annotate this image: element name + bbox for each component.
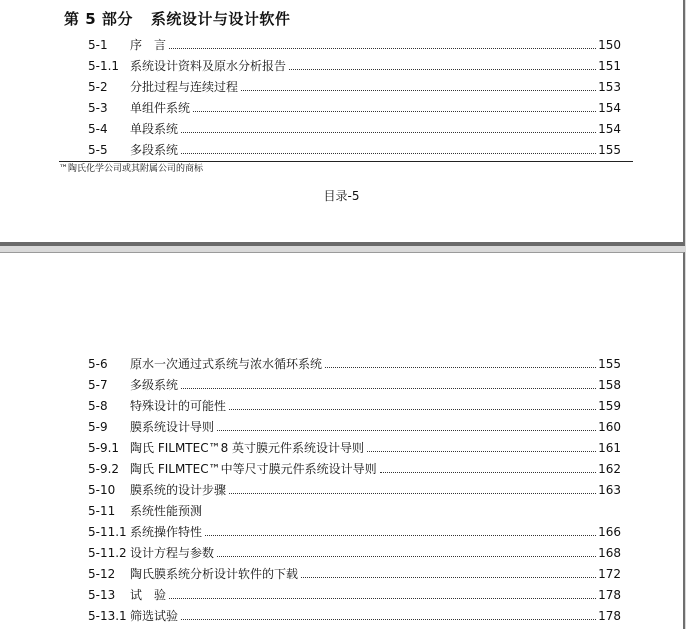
toc-entry-page: 155 — [598, 143, 621, 157]
toc-leader-dots — [217, 429, 596, 431]
toc-entry[interactable] — [88, 97, 621, 115]
toc-entry-title: 筛选试验 — [130, 609, 179, 623]
toc-entry-title: 陶氏 FILMTEC™中等尺寸膜元件系统设计导则 — [130, 462, 377, 476]
toc-leader-dots — [380, 471, 597, 473]
toc-entry-number: 5-7 — [88, 378, 108, 392]
toc-leader-dots — [289, 68, 596, 70]
page-number-label: 目录-5 — [323, 189, 360, 203]
toc-entry-title: 多级系统 — [130, 378, 179, 392]
toc-entry-page: 178 — [598, 609, 621, 623]
toc-entry-number: 5-10 — [88, 483, 116, 497]
toc-entry-number: 5-13 — [88, 588, 116, 602]
toc-entry-page: 161 — [598, 441, 621, 455]
toc-entry-title: 系统操作特性 — [130, 525, 203, 539]
toc-entry-page: 160 — [598, 420, 621, 434]
toc-entry-number: 5-6 — [88, 357, 108, 371]
toc-entry-title: 多段系统 — [130, 143, 179, 157]
toc-leader-dots — [193, 110, 596, 112]
toc-entry-title: 陶氏膜系统分析设计软件的下载 — [130, 567, 299, 581]
part-title — [64, 8, 290, 29]
toc-leader-dots — [229, 408, 596, 410]
toc-entry-page: 162 — [598, 462, 621, 476]
toc-entry-number: 5-9.2 — [88, 462, 120, 476]
toc-entry-page: 168 — [598, 546, 621, 560]
toc-entry[interactable] — [88, 118, 621, 136]
toc-entry[interactable] — [88, 76, 621, 94]
toc-entry-page: 154 — [598, 122, 621, 136]
toc-entry-page: 163 — [598, 483, 621, 497]
toc-entry[interactable] — [88, 563, 621, 581]
toc-entry-number: 5-12 — [88, 567, 116, 581]
toc-entry-title: 膜系统设计导则 — [130, 420, 215, 434]
toc-entry-page: 155 — [598, 357, 621, 371]
toc-entry[interactable] — [88, 374, 621, 392]
toc-entry-title: 单段系统 — [130, 122, 179, 136]
toc-entry-number: 5-11.1 — [88, 525, 127, 539]
toc-leader-dots — [181, 131, 596, 133]
toc-entry-number: 5-11 — [88, 504, 116, 518]
document-page-2 — [0, 252, 685, 629]
toc-entry-number: 5-8 — [88, 399, 108, 413]
toc-entry-number: 5-1 — [88, 38, 108, 52]
toc-entry-title: 系统性能预测 — [130, 504, 203, 518]
toc-entry-title: 系统设计资料及原水分析报告 — [130, 59, 287, 73]
toc-entry-title: 原水一次通过式系统与浓水循环系统 — [130, 357, 323, 371]
toc-entry[interactable] — [88, 479, 621, 497]
toc-leader-dots — [169, 47, 596, 49]
toc-entry-title: 特殊设计的可能性 — [130, 399, 227, 413]
toc-leader-dots — [169, 597, 596, 599]
toc-entry[interactable] — [88, 521, 621, 539]
toc-entry-title: 陶氏 FILMTEC™8 英寸膜元件系统设计导则 — [130, 441, 365, 455]
part-title-text: 系统设计与设计软件 — [150, 10, 291, 28]
toc-entry[interactable] — [88, 395, 621, 413]
toc-entry-title: 分批过程与连续过程 — [130, 80, 239, 94]
toc-entry[interactable] — [88, 458, 621, 476]
toc-entry[interactable] — [88, 437, 621, 455]
trademark-footnote: ™陶氏化学公司或其附属公司的商标 — [59, 164, 204, 174]
toc-entry-number: 5-5 — [88, 143, 108, 157]
toc-leader-dots — [181, 152, 596, 154]
toc-entry-page: 150 — [598, 38, 621, 52]
toc-leader-dots — [181, 387, 596, 389]
toc-entry[interactable] — [88, 542, 621, 560]
toc-entry-page: 172 — [598, 567, 621, 581]
toc-entry-page: 154 — [598, 101, 621, 115]
toc-entry-title: 设计方程与参数 — [130, 546, 215, 560]
toc-entry[interactable] — [88, 34, 621, 52]
toc-leader-dots — [217, 555, 596, 557]
footer-rule — [59, 161, 633, 162]
toc-entry[interactable] — [88, 500, 621, 518]
toc-entry[interactable] — [88, 416, 621, 434]
document-page-1 — [0, 0, 685, 246]
toc-entry-number: 5-13.1 — [88, 609, 127, 623]
toc-entry-number: 5-2 — [88, 80, 108, 94]
toc-entry-page: 151 — [598, 59, 621, 73]
toc-entry-title: 序 言 — [130, 38, 167, 52]
toc-entry[interactable] — [88, 139, 621, 157]
part-title-prefix: 第 5 部分 — [64, 10, 133, 28]
toc-entry-page: 159 — [598, 399, 621, 413]
toc-entry[interactable] — [88, 55, 621, 73]
toc-entry-page: 178 — [598, 588, 621, 602]
toc-entry[interactable] — [88, 353, 621, 371]
toc-entry-title: 膜系统的设计步骤 — [130, 483, 227, 497]
toc-leader-dots — [325, 366, 596, 368]
toc-leader-dots — [301, 576, 596, 578]
toc-entry-page: 158 — [598, 378, 621, 392]
toc-entry-number: 5-3 — [88, 101, 108, 115]
toc-leader-dots — [205, 534, 596, 536]
toc-entry[interactable] — [88, 605, 621, 623]
toc-entry-title: 单组件系统 — [130, 101, 191, 115]
toc-entry-number: 5-9.1 — [88, 441, 120, 455]
toc-entry-number: 5-9 — [88, 420, 108, 434]
toc-leader-dots — [367, 450, 596, 452]
toc-leader-dots — [181, 618, 596, 620]
toc-entry-page: 166 — [598, 525, 621, 539]
toc-entry[interactable] — [88, 584, 621, 602]
toc-entry-title: 试 验 — [130, 588, 167, 602]
toc-entry-number: 5-11.2 — [88, 546, 127, 560]
toc-entry-number: 5-4 — [88, 122, 108, 136]
toc-leader-dots — [241, 89, 596, 91]
toc-entry-page: 153 — [598, 80, 621, 94]
toc-entry-number: 5-1.1 — [88, 59, 120, 73]
toc-leader-dots — [229, 492, 596, 494]
